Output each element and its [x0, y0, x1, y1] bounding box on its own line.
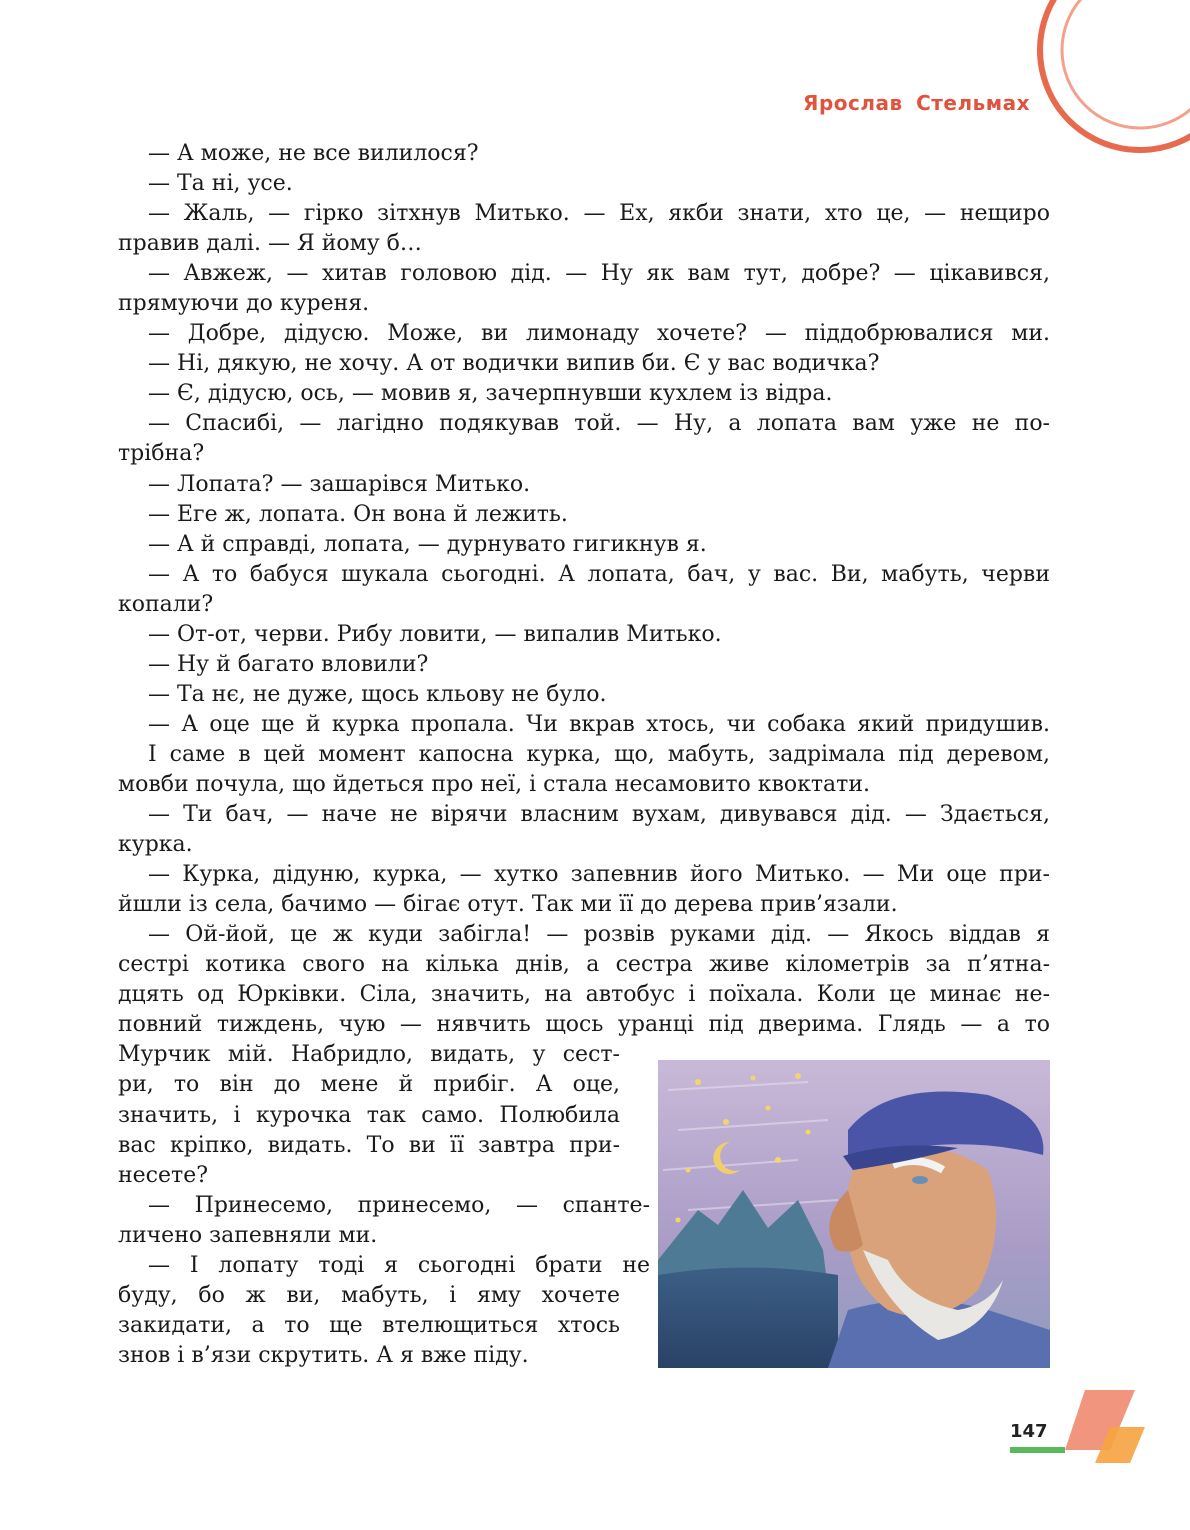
sea [658, 1268, 838, 1369]
text-line: — А то бабуся шукала сьогодні. А лопата, бач, у вас. Ви, мабуть, черви [148, 561, 1050, 587]
old-man-illustration [658, 1060, 1050, 1368]
header-arc-inner [1062, 0, 1190, 128]
text-line: йшли із села, бачимо — бігає отут. Так ми її до дерева прив’язали. [118, 892, 898, 918]
text-line: — Ні, дякую, не хочу. А от водички випив би. Є у вас водичка? [148, 351, 880, 377]
text-line: несете? [118, 1162, 209, 1188]
text-line: значить, і курочка так само. Полюбила [118, 1102, 620, 1128]
man-eye [912, 1176, 928, 1184]
text-line: — А й справді, лопата, — дурнувато гигикнув я. [148, 531, 707, 557]
text-line: — Курка, дідуню, курка, — хутко запевнив його Митько. — Ми оце при- [148, 862, 1050, 888]
text-line: повний тиждень, чую — нявчить щось уранці під дверима. Глядь — а то [118, 1012, 1050, 1038]
text-line: — Лопата? — зашарівся Митько. [148, 471, 531, 497]
text-line: — Еге ж, лопата. Он вона й лежить. [148, 501, 568, 527]
text-line: — Та нє, не дуже, щось кльову не було. [148, 681, 607, 707]
text-line: — А оце ще й курка пропала. Чи вкрав хтось, чи собака який придушив. [148, 711, 1050, 737]
text-line: личено запевняли ми. [118, 1222, 378, 1248]
text-line: — Та ні, усе. [148, 171, 293, 197]
text-line: копали? [118, 591, 214, 617]
text-line: — І лопату тоді я сьогодні брати не [148, 1252, 650, 1278]
page-number: 147 [1010, 1421, 1048, 1442]
header-arc-outer [1040, 0, 1190, 150]
text-line: — От-от, черви. Рибу ловити, — випалив Митько. [148, 621, 722, 647]
author-name: Ярослав Стельмах [803, 91, 1030, 115]
text-line: закидати, а то ще втелющиться хтось [118, 1312, 620, 1338]
text-line: мовби почула, що йдеться про неї, і стала несамовито квоктати. [118, 771, 870, 797]
text-line: — А може, не все вилилося? [148, 141, 479, 166]
text-line: знов і в’язи скрутить. А я вже піду. [118, 1342, 529, 1368]
text-line: — Жаль, — гірко зітхнув Митько. — Ех, якби знати, хто це, — нещиро [148, 201, 1050, 227]
text-line: правив далі. — Я йому б… [118, 231, 422, 257]
text-line: вас кріпко, видать. То ви її завтра при- [118, 1132, 620, 1158]
text-line: сестрі котика свого на кілька днів, а сестра живе кілометрів за п’ятна- [118, 952, 1050, 978]
text-line: буду, бо ж ви, мабуть, і яму хочете [118, 1282, 620, 1308]
text-line: — Ну й багато вловили? [148, 651, 429, 677]
text-line: трібна? [118, 441, 205, 467]
text-line: прямуючи до куреня. [118, 291, 370, 317]
text-line: — Принесемо, принесемо, — спанте- [148, 1192, 650, 1218]
text-line: курка. [118, 832, 193, 858]
text-line: — Авжеж, — хитав головою дід. — Ну як вам тут, добре? — цікавився, [148, 261, 1050, 287]
text-line: ри, то він до мене й прибіг. А оце, [118, 1072, 620, 1098]
text-line: дцять од Юрківки. Сіла, значить, на автобус і поїхала. Коли це минає не- [118, 982, 1050, 1008]
text-line: — Добре, дідусю. Може, ви лимонаду хочете? — піддобрювалися ми. [148, 321, 1050, 347]
text-line: І саме в цей момент капосна курка, що, мабуть, задрімала під деревом, [148, 741, 1050, 767]
text-line: — Ой-йой, це ж куди забігла! — розвів руками дід. — Якось віддав я [148, 922, 1050, 948]
text-line: Мурчик мій. Набридло, видать, у сест- [118, 1042, 620, 1068]
text-line: — Ти бач, — наче не вірячи власним вухам, дивувався дід. — Здається, [148, 802, 1050, 828]
text-line: — Є, дідусю, ось, — мовив я, зачерпнувши кухлем із відра. [148, 381, 833, 407]
text-line: — Спасибі, — лагідно подякував той. — Ну, а лопата вам уже не по- [148, 411, 1050, 437]
